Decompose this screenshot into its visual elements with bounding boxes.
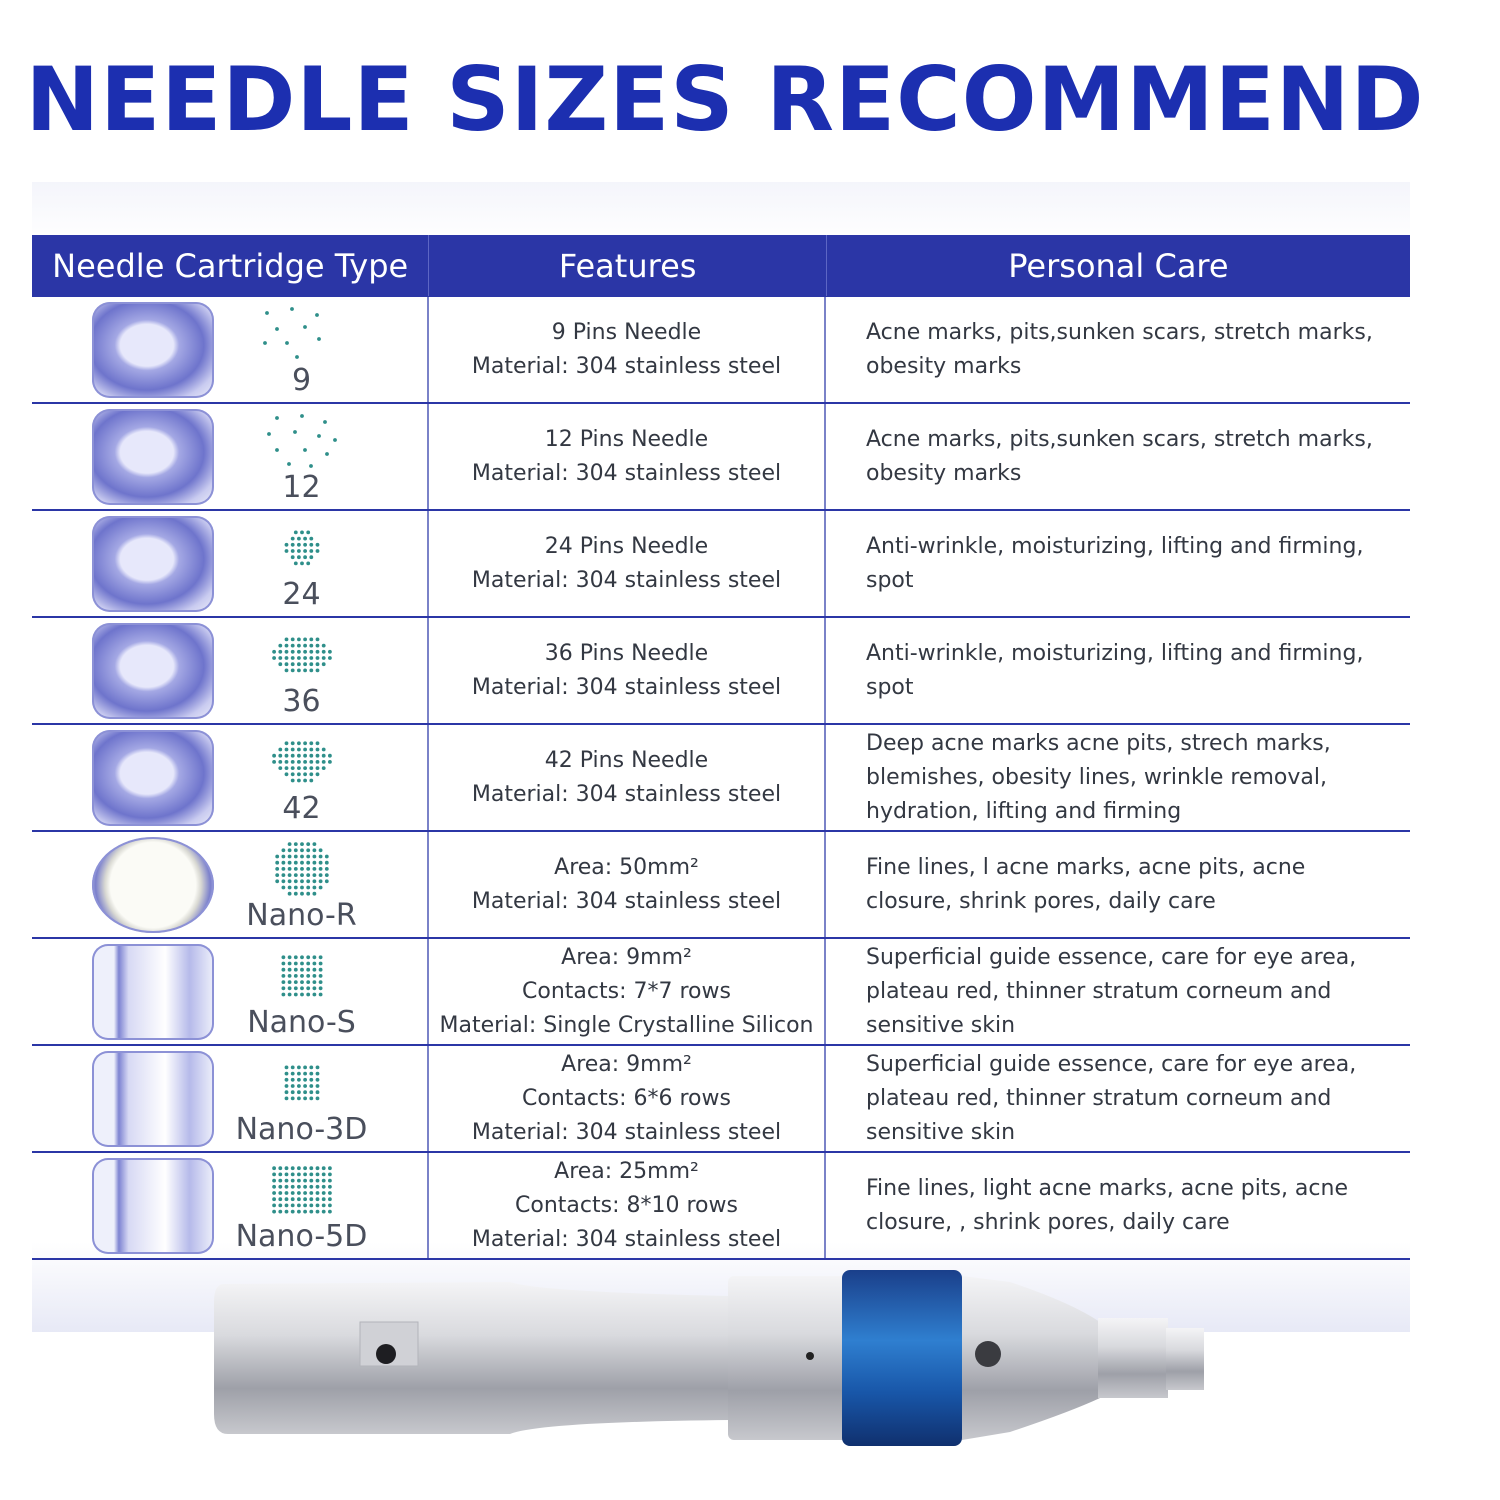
header-features: Features [429,235,826,296]
care-line: Acne marks, pits,sunken scars, stretch marks, [866,319,1373,345]
table-row [32,296,1410,404]
cartridge-type-cell [32,1153,429,1258]
cartridge-type-cell [32,618,429,723]
personal-care-cell [826,725,1410,830]
care-line: Acne marks, pits,sunken scars, stretch marks, [866,426,1373,452]
feature-line: Area: 9mm² [561,944,692,970]
cartridge-type-cell [32,725,429,830]
feature-line: Material: 304 stainless steel [471,888,782,914]
table-row [32,725,1410,832]
cartridge-type-cell [32,297,429,402]
features-cell [429,1046,826,1151]
cartridge-type-label: 12 [282,469,321,505]
pin-pattern-icon [247,731,357,793]
table-row [32,1046,1410,1153]
table-row [32,832,1410,939]
pin-pattern-icon [247,624,357,686]
features-cell [429,725,826,830]
care-line: closure, shrink pores, daily care [866,888,1216,914]
care-line: blemishes, obesity lines, wrinkle removal, [866,764,1327,790]
feature-line: Area: 9mm² [561,1051,692,1077]
care-line: Superficial guide essence, care for eye area, [866,1051,1357,1077]
cartridge-type-cell [32,832,429,937]
pin-pattern [214,731,389,825]
feature-line: Contacts: 8*10 rows [515,1192,738,1218]
features-cell [429,618,826,723]
pin-pattern [214,410,389,504]
nano-square-cartridge-icon [92,1051,214,1147]
table-row [32,618,1410,725]
care-line: Anti-wrinkle, moisturizing, lifting and firming, [866,533,1364,559]
table-row [32,404,1410,511]
pin-pattern [214,838,389,932]
care-line: sensitive skin [866,1119,1016,1145]
care-line: Fine lines, light acne marks, acne pits, acne [866,1175,1348,1201]
feature-line: 12 Pins Needle [544,426,709,452]
feature-line: Contacts: 7*7 rows [522,978,731,1004]
nano-square-cartridge-icon [92,1158,214,1254]
feature-line: Area: 50mm² [554,854,699,880]
feature-line: Material: 304 stainless steel [471,460,782,486]
care-line: hydration, lifting and firming [866,798,1182,824]
table-row [32,1153,1410,1260]
cartridge-type-label: Nano-R [246,897,357,933]
care-line: obesity marks [866,353,1022,379]
personal-care-cell [826,832,1410,937]
round-cartridge-icon [92,730,214,826]
care-line: obesity marks [866,460,1022,486]
feature-line: 24 Pins Needle [544,533,709,559]
care-line: Deep acne marks acne pits, strech marks, [866,730,1331,756]
table-body [32,296,1410,1260]
feature-line: 36 Pins Needle [544,640,709,666]
cartridge-type-cell [32,939,429,1044]
round-cartridge-icon [92,409,214,505]
cartridge-type-cell [32,404,429,509]
feature-line: Material: 304 stainless steel [471,1119,782,1145]
table-header [32,235,1410,296]
features-cell [429,939,826,1044]
pin-pattern-icon [247,410,357,472]
pin-pattern-icon [247,945,357,1007]
feature-line: Material: 304 stainless steel [471,781,782,807]
microneedling-pen-icon [210,1262,1230,1452]
round-cartridge-icon [92,516,214,612]
features-cell [429,832,826,937]
feature-line: Material: 304 stainless steel [471,353,782,379]
feature-line: Material: 304 stainless steel [471,674,782,700]
feature-line: 42 Pins Needle [544,747,709,773]
round-cartridge-icon [92,302,214,398]
needle-table [32,235,1410,1260]
nano-round-cartridge-icon [92,837,214,933]
table-row [32,939,1410,1046]
features-cell [429,1153,826,1258]
cartridge-type-cell [32,511,429,616]
personal-care-cell [826,618,1410,723]
cartridge-type-cell [32,1046,429,1151]
features-cell [429,511,826,616]
features-cell [429,404,826,509]
pin-pattern [214,1159,389,1253]
personal-care-cell [826,404,1410,509]
cartridge-type-label: Nano-S [247,1004,356,1040]
feature-line: Material: 304 stainless steel [471,1226,782,1252]
care-line: spot [866,674,914,700]
care-line: closure, , shrink pores, daily care [866,1209,1230,1235]
page-title: NEEDLE SIZES RECOMMEND [25,48,1425,151]
pin-pattern [214,517,389,611]
feature-line: Material: Single Crystalline Silicon [439,1012,814,1038]
pin-pattern [214,1052,389,1146]
feature-line: Material: 304 stainless steel [471,567,782,593]
care-line: Fine lines, l acne marks, acne pits, acne [866,854,1306,880]
cartridge-type-label: 24 [282,576,321,612]
care-line: Anti-wrinkle, moisturizing, lifting and firming, [866,640,1364,666]
pin-pattern-icon [247,1159,357,1221]
pin-pattern-icon [247,517,357,579]
personal-care-cell [826,1153,1410,1258]
care-line: sensitive skin [866,1012,1016,1038]
feature-line: Area: 25mm² [554,1158,699,1184]
cartridge-type-label: Nano-3D [235,1111,368,1147]
features-cell [429,297,826,402]
personal-care-cell [826,1046,1410,1151]
feature-line: 9 Pins Needle [551,319,702,345]
cartridge-type-label: 42 [282,790,321,826]
care-line: Superficial guide essence, care for eye area, [866,944,1357,970]
cartridge-type-label: 9 [291,362,312,398]
nano-square-cartridge-icon [92,944,214,1040]
personal-care-cell [826,297,1410,402]
pin-pattern-icon [247,1052,357,1114]
header-personal-care: Personal Care [1008,246,1229,285]
round-cartridge-icon [92,623,214,719]
personal-care-cell [826,939,1410,1044]
personal-care-cell [826,511,1410,616]
care-line: plateau red, thinner stratum corneum and [866,978,1332,1004]
header-cartridge-type: Needle Cartridge Type [32,235,429,296]
pin-pattern-icon [247,838,357,900]
pin-pattern-icon [247,303,357,365]
care-line: plateau red, thinner stratum corneum and [866,1085,1332,1111]
pin-pattern [214,624,389,718]
table-row [32,511,1410,618]
pin-pattern [214,945,389,1039]
cartridge-type-label: 36 [282,683,321,719]
feature-line: Contacts: 6*6 rows [522,1085,731,1111]
cartridge-type-label: Nano-5D [235,1218,368,1254]
care-line: spot [866,567,914,593]
pin-pattern [214,303,389,397]
